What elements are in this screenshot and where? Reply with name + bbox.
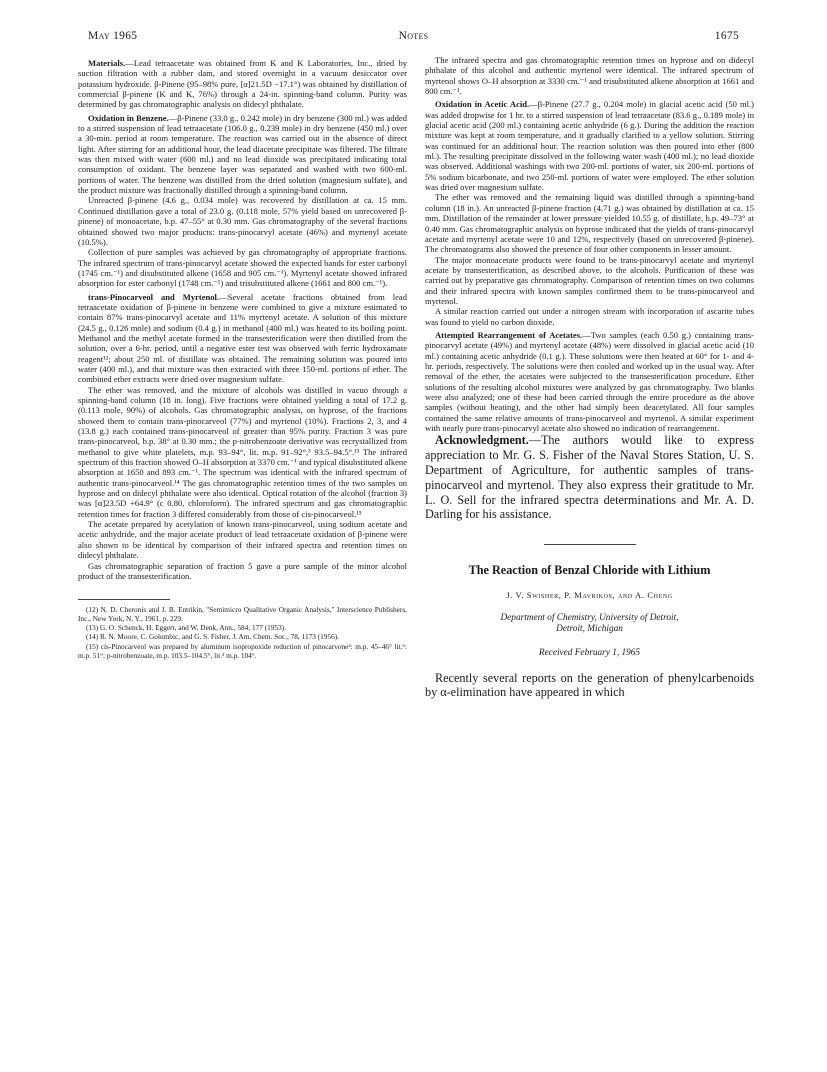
footnote: (13) G. O. Schenck, H. Eggert, and W. Denk, Ann., 584, 177 (1953). [86, 623, 287, 633]
paragraph-text: Unreacted β-pinene (4.6 g., 0.034 mole) was recovered by distillation at ca. 15 mm. Continued distillation gave a total of 23.0 g. (0.118 mole, 57% yield based on unrecovered β-pinene) of monoacetate, b.p. 47–55° at 0.30 mm. Gas chromatography of the several fractions obtained showed two major products: trans-pinocarvyl acetate (46%) and myrtenyl acetate (10.5%). [78, 195, 407, 247]
paragraph-text: —Lead tetraacetate was obtained from K and K Laboratories, Inc., dried by suction filtration with a rubber dam, and stored overnight in a vacuum desiccator over potassium hydroxide. β-Pinene (95–98% pure, [α]21.5D −17.1°) was obtained by distillation of commercial β-pinene (K and K, 76%) through a 24-in. spinning-band column. Purity was determined by gas chromatographic analysis on didecyl phthalate. [78, 58, 407, 110]
paragraph-text: —Several acetate fractions obtained from lead tetraacetate oxidation of β-pinene in benzene were combined to give a mixture estimated to contain 87% trans-pinocarvyl acetate and 11% myrtenyl acetate. A solution of this mixture (24.5 g., 0.126 mole) and sodium (0.4 g.) in methanol (400 ml.) was heated to its boiling point. Methanol and the methyl acetate formed in the transesterification were then distilled from the solution, over a 6-hr. period, until a negative ester test was observed with ferric hydroxamate reagent¹²; about 250 ml. of distillate was obtained. The remaining solution was poured into water (400 ml.), and that mixture was then extracted with three 150-ml. portions of ether. The combined ether extracts were dried over magnesium sulfate. [78, 291, 407, 385]
left-body [78, 58, 407, 581]
paragraph-text: The major monoacetate products were found to be trans-pinocarvyl acetate and myrtenyl acetate by transesterification, as described above, to the alcohols. Purification of these was carried out by preparative gas chromatography. Comparison of retention times on two columns and their infrared spectra with known samples confirmed them to be trans-pinocarveol and myrtenol. [425, 254, 754, 306]
footnote: (15) cis-Pinocarveol was prepared by aluminum isopropoxide reduction of pinocarvone³: m.p. 45–46° lit.⁶: m.p. 51°; p-nitrobenzoate, m.p. 103.5–104.5°, lit.³ m.p. 104°. [78, 641, 407, 660]
paragraph-heading: Attempted Rearrangement of Acetates. [435, 329, 583, 340]
next-article-intro: Recently several reports on the generation of phenylcarbenoids by α-elimination have appeared in which [425, 670, 754, 700]
next-article-title: The Reaction of Benzal Chloride with Lithium [468, 563, 711, 578]
affiliation-line-1: Department of Chemistry, University of Detroit, [500, 612, 679, 623]
paragraph [425, 255, 754, 307]
header-date: May 1965 [88, 30, 138, 42]
paragraph [78, 292, 407, 385]
footnote-list [78, 605, 407, 660]
paragraph-text: —β-Pinene (27.7 g., 0.204 mole) in glacial acetic acid (50 ml.) was added dropwise for 1 hr. to a stirred suspension of lead tetraacetate (83.6 g., 0.189 mole) in glacial acetic acid (200 ml.) containing acetic anhydride (6 g.). During the addition the reaction mixture was kept at room temperature, and it gradually clarified to a yellow solution. Stirring was continued for an additional hour. The reaction solution was then poured into ether (800 ml.). The resulting precipitate dissolved in the following water wash (400 ml.); no lead dioxide was observed. Additional washings with two 200-ml. portions of water, six 200-ml. portions of 5% sodium bicarbonate, and two 250-ml. portions of water were employed. The ether solution was dried over magnesium sulfate. [425, 99, 755, 193]
paragraph [78, 247, 407, 288]
footnotes [78, 599, 407, 660]
paragraph [78, 385, 407, 519]
paragraph-text: A similar reaction carried out under a nitrogen stream with incorporation of ascarite tubes was found to yield no carbon dioxide. [425, 306, 754, 327]
footnote: (12) N. D. Cheronis and J. B. Entrikin, "Semimicro Qualitative Organic Analysis," Interscience Publishers, Inc., New York, N. Y., 1961, p. 229. [78, 605, 407, 624]
paragraph-heading: trans-Pinocarveol and Myrtenol. [88, 291, 220, 302]
header-page-number: 1675 [714, 30, 739, 42]
paragraph [425, 192, 754, 254]
paragraph [425, 99, 754, 192]
paragraph [425, 55, 754, 96]
acknowledgment [425, 433, 754, 522]
paragraph-heading: Materials. [88, 58, 126, 68]
paragraph-text: —β-Pinene (33.0 g., 0.242 mole) in dry benzene (300 ml.) was added to a stirred suspension of lead tetraacetate (106.0 g., 0.239 mole) in dry benzene (450 ml.) over a 30-min. period at room temperature. The reaction was carried out in the absence of direct light. After stirring for an additional hour, the lead diacetate precipitate was filtered. The filtrate was then mixed with water (600 ml.) and no lead dioxide was precipitated indicating total consumption of oxidant. The benzene layer was separated and washed with two 600-ml. portions of water. The benzene was distilled from the dried solution (magnesium sulfate), and the product mixture was fractionally distilled through a spinning-band column. [78, 112, 407, 196]
paragraph [78, 195, 407, 247]
affiliation-line-2: Detroit, Michigan [556, 623, 623, 634]
header-section: Notes [398, 30, 429, 42]
paragraph-text: The ether was removed and the remaining liquid was distilled through a spinning-band column (18 in.). An unreacted β-pinene fraction (4.71 g.) was obtained by distillation at ca. 15 mm. Distillation of the remainder at lower pressure yielded 10.55 g. of distillate, b.p. 49–73° at 0.40 mm. Gas chromatographic analysis on hyprose indicated that the yields of trans-pinocarvyl acetate and myrtenyl acetate were 10 and 12%, respectively (based on unrecovered β-pinene). The chromatograms also showed the presence of four other components in lesser amount. [425, 192, 754, 255]
paragraph-text: The ether was removed, and the mixture of alcohols was distilled in vacuo through a spinning-band column (18 in. long). Five fractions were obtained yielding a total of 17.2 g. (0.113 mole, 90%) of alcohols. Gas chromatographic analysis, on hyprose, of the fractions showed them to contain trans-pinocarveol (77%) and myrtenol (10%). Fractions 2, 3, and 4 (13.8 g.) each contained trans-pinocarveol of greater than 95% purity. Fraction 3 was pure trans-pinocarveol, b.p. 38° at 0.30 mm.; the p-nitrobenzoate derivative was recrystallized from methanol to give white platelets, m.p. 93–94°, lit. m.p. 91–92°,³ 93.5–94.5°.¹³ The infrared spectrum of this fraction showed O–H absorption at 3370 cm.⁻¹ and typical disubstituted alkene absorption at 1650 and 893 cm.⁻¹. The spectrum was identical with the infrared spectrum of authentic trans-pinocarveol.¹⁴ The gas chromatographic retention times of the two samples on hyprose and on didecyl phthalate were also identical. Optical rotation of the alcohol (fraction 3) was [α]23.5D +64.9° (c 0.80, chloroform). The infrared spectrum and gas chromatographic retention times for fraction 3 differed considerably from those of cis-pinocarveol.¹⁵ [78, 384, 407, 519]
acknowledgment-heading: Acknowledgment. [435, 433, 529, 448]
page-header [88, 30, 739, 46]
acknowledgment-text: —The authors would like to express appreciation to Mr. G. S. Fisher of the Naval Stores Station, U. S. Department of Agriculture, for authentic samples of trans-pinocarveol and myrtenol. They also express their gratitude to Mr. L. O. Sell for the infrared spectra determinations and Mr. A. D. Darling for his assistance. [425, 433, 754, 522]
left-column [78, 55, 407, 660]
paragraph [78, 519, 407, 560]
paragraph-text: —Two samples (each 0.50 g.) containing trans-pinocarvyl acetate (49%) and myrtenyl acetate (48%) were dissolved in glacial acetic acid (10 ml.) containing acetic anhydride (0.1 g.). These solutions were then heated at 60° for 1- and 4-hr. periods, respectively. The solutions were then cooled and worked up in the usual way. After removal of the ether, the acetates were subjected to the transesterification procedure. Ether solutions of the resulting alcohol mixtures were analyzed by gas chromatography. Two blanks were also analyzed; one of these had been carried through the entire procedure as the above samples (without heating), and the other had simply been deacetylated. All four samples contained the same relative amounts of trans-pinocarveol and myrtenol. A similar experiment with nearly pure trans-pinocarvyl acetate also showed no indication of rearrangement. [425, 329, 754, 434]
next-article-authors: J. V. Swisher, P. Mavrikos, and A. Cheng [506, 590, 673, 601]
footnote: (14) R. N. Moore, C. Golumbic, and G. S. Fisher, J. Am. Chem. Soc., 78, 1173 (1956). [86, 632, 339, 642]
paragraph-text: The infrared spectra and gas chromatographic retention times on hyprose and on didecyl phthalate of this alcohol and authentic myrtenol were identical. The infrared spectrum of myrtenol shows O–H absorption at 3330 cm.⁻¹ and trisubstituted alkene absorption at 1661 and 800 cm.⁻¹. [425, 55, 754, 97]
paragraph [425, 330, 754, 433]
received-date: Received February 1, 1965 [538, 648, 641, 659]
paragraph [78, 113, 407, 196]
paragraph [78, 561, 407, 582]
next-article-affiliation [425, 613, 754, 636]
paragraph [78, 58, 407, 110]
paragraph-heading: Oxidation in Acetic Acid. [435, 99, 530, 110]
paragraph-text: Collection of pure samples was achieved by gas chromatography of appropriate fractions. The infrared spectrum of trans-pinocarvyl acetate showed the expected bands for ester carbonyl (1745 cm.⁻¹) and disubstituted alkene (1658 and 905 cm.⁻¹). Myrtenyl acetate showed infrared absorption for ester carbonyl (1748 cm.⁻¹) and trisubstituted alkene (1661 and 800 cm.⁻¹). [78, 247, 407, 289]
article-divider [544, 544, 636, 545]
footnote-rule [78, 599, 170, 600]
right-column [425, 55, 754, 700]
paragraph [425, 306, 754, 327]
right-body [425, 55, 754, 433]
paragraph-heading: Oxidation in Benzene. [88, 112, 169, 123]
paragraph-text: The acetate prepared by acetylation of known trans-pinocarveol, using sodium acetate and acetic anhydride, and the major acetate product of lead tetraacetate oxidation of β-pinene were also shown to be identical by comparison of their infrared spectra and retention times on didecyl phthalate. [78, 519, 407, 561]
paragraph-text: Gas chromatographic separation of fraction 5 gave a pure sample of the minor alcohol product of the transesterification. [78, 560, 407, 581]
